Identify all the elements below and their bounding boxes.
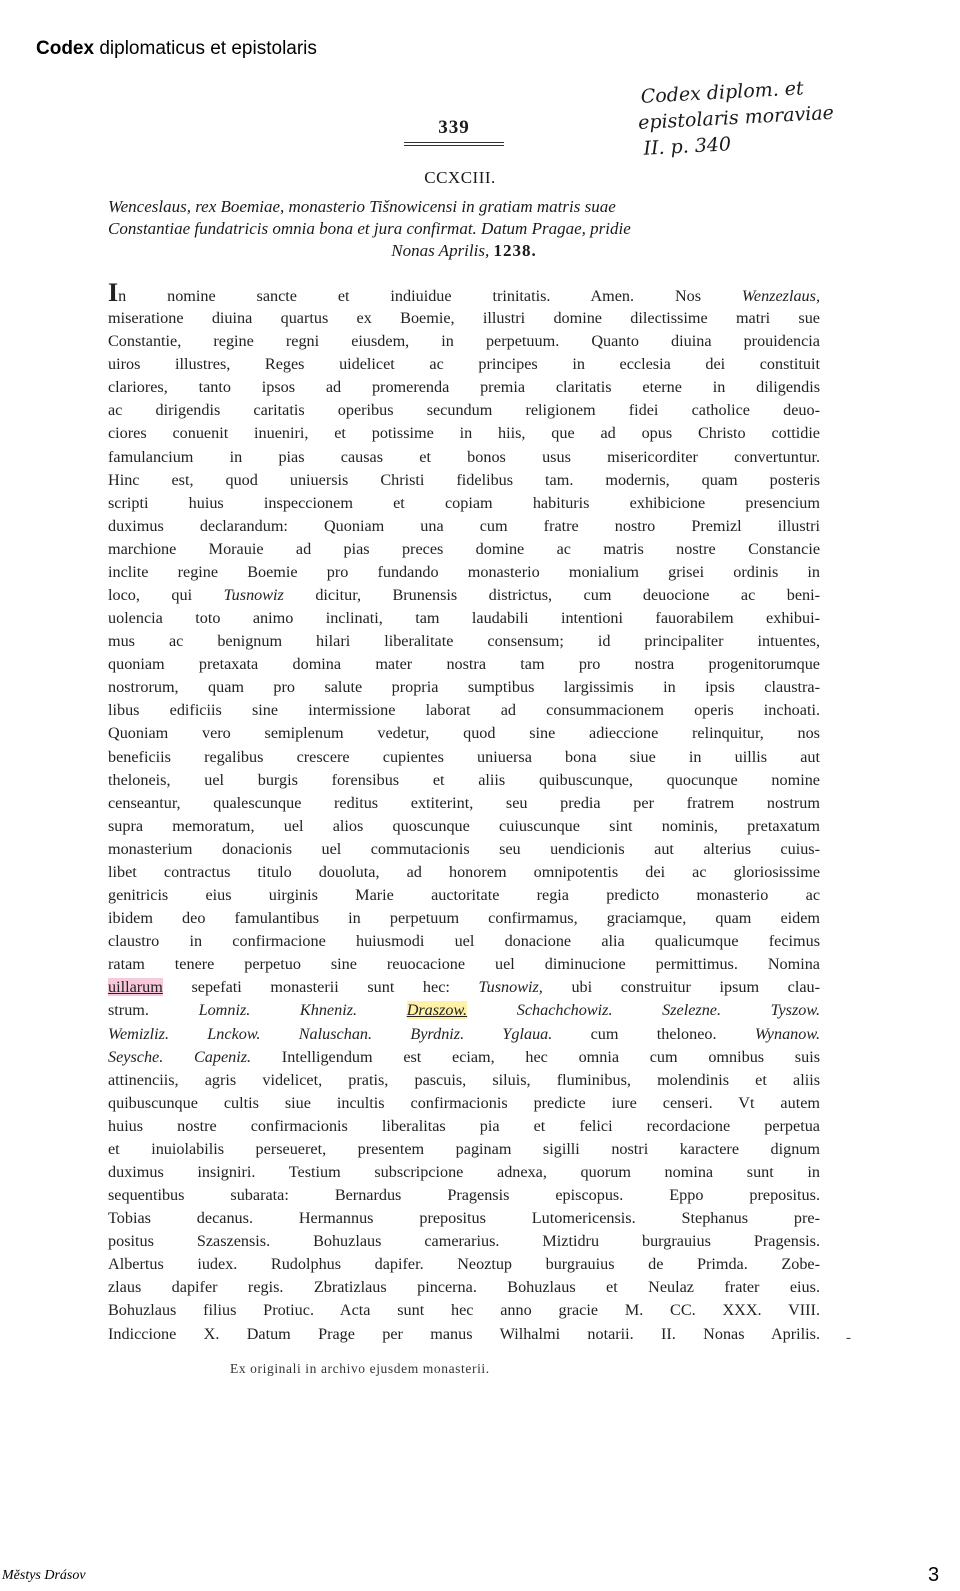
body-line: mus ac benignum hilari liberalitate consensum; id principaliter intuentes, <box>108 632 820 651</box>
drop-initial: I <box>108 278 119 307</box>
body-line: uolencia toto animo inclinati, tam laudabili intentioni fauorabilem exhibui- <box>108 609 820 628</box>
body-line: libet contractus titulo douoluta, ad honorem omnipotentis dei ac gloriosissime <box>108 862 820 881</box>
body-line <box>108 1046 820 1069</box>
body-line: uiros illustres, Reges uidelicet ac principes in ecclesia dei constituit <box>108 355 820 374</box>
body-line: sequentibus subarata: Bernardus Pragensis episcopus. Eppo prepositus. <box>108 1186 820 1205</box>
body-line: Quoniam vero semiplenum vedetur, quod sine adieccione relinquitur, nos <box>108 724 820 743</box>
body-line <box>108 278 820 307</box>
body-line: attinenciis, agris videlicet, pratis, pascuis, siluis, fluminibus, molendinis et aliis <box>108 1070 820 1089</box>
body-line: duximus insigniri. Testium subscripcione adnexa, quorum nomina sunt in <box>108 1162 820 1181</box>
highlighted-place-draszow: Draszow. <box>406 1001 468 1020</box>
footer-location: Městys Drásov <box>2 1568 86 1583</box>
heading-line: Wenceslaus, rex Boemiae, monasterio Tišnowicensi in gratiam matris suae <box>108 197 616 216</box>
body-line: Constantie, regine regni eiusdem, in perpetuum. Quanto diuina prouidencia <box>108 332 820 351</box>
page-number-rule <box>404 142 504 146</box>
body-line: Bohuzlaus filius Protiuc. Acta sunt hec anno gracie M. CC. XXX. VIII. <box>108 1301 820 1320</box>
body-line <box>108 976 820 999</box>
body-line: clariores, tanto ipsos ad promerenda premia claritatis eterne in diligendis <box>108 378 820 397</box>
header-title-bold: Codex <box>36 38 95 59</box>
document-heading <box>108 196 820 262</box>
body-line <box>108 1023 820 1046</box>
heading-date-text: Nonas Aprilis, <box>391 241 490 260</box>
charter-body <box>108 278 821 1346</box>
body-line: ac dirigendis caritatis operibus secundum religionem fidei catholice deuo- <box>108 401 820 420</box>
highlighted-word-uillarum: uillarum <box>108 978 163 997</box>
body-text-span: dicitur, Brunensis districtus, cum deuocione ac beni- <box>283 586 820 605</box>
body-text-span: sepefati monasterii sunt hec: <box>162 978 479 997</box>
body-line: quoniam pretaxata domina mater nostra tam pro nostra progenitorumque <box>108 655 820 674</box>
body-line: marchione Morauie ad pias preces domine ac matris nostre Constancie <box>108 539 820 558</box>
body-line: censeantur, qualescunque reditus extiterint, seu predia per fratrem nostrum <box>108 793 820 812</box>
body-italic-span: Wenzezlaus, <box>741 287 820 305</box>
body-line: ibidem deo famulantibus in perpetuum confirmamus, graciamque, quam eidem <box>108 909 820 928</box>
heading-line <box>108 240 820 262</box>
body-line: huius nostre confirmacionis liberalitas pia et felici recordacione perpetua <box>108 1116 820 1135</box>
body-line: miseratione diuina quartus ex Boemie, illustri domine dilectissime matri sue <box>108 309 820 328</box>
body-text-span: n nomine sancte et indiuidue trinitatis. Amen. Nos <box>118 287 742 305</box>
document-number: CCXCIII. <box>424 168 496 187</box>
body-text-span: ubi construitur ipsum clau- <box>542 978 821 997</box>
handwritten-note <box>636 72 870 162</box>
body-line: beneficiis regalibus crescere cupientes uniuersa bona siue in uillis aut <box>108 747 820 766</box>
body-line: Albertus iudex. Rudolphus dapifer. Neoztup burgrauius de Primda. Zobe- <box>108 1255 820 1274</box>
body-line: ciores conuenit inueniri, et potissime in hiis, que ad opus Christo cottidie <box>108 424 820 443</box>
place-names: Wemizliz. Lnckow. Naluschan. Byrdniz. Yglaua. <box>108 1024 553 1043</box>
body-line <box>108 584 820 607</box>
place-names: Lomniz. Khneniz. <box>198 1001 407 1020</box>
handwritten-note-line2: epistolaris moraviae <box>637 101 835 135</box>
body-line: zlaus dapifer regis. Zbratizlaus pincerna. Bohuzlaus et Neulaz frater eius. <box>108 1278 820 1297</box>
body-line: famulancium in pias causas et bonos usus misericorditer convertuntur. <box>108 447 820 466</box>
body-line: claustro in confirmacione huiusmodi uel donacione alia qualicumque fecimus <box>108 932 820 951</box>
place-name-tusnowiz: Tusnowiz, <box>478 978 543 997</box>
body-line: inclite regine Boemie pro fundando monasterio monialium grisei ordinis in <box>108 562 820 581</box>
body-line: genitricis eius uirginis Marie auctoritate regia predicto monasterio ac <box>108 886 820 905</box>
handwritten-note-line1: Codex diplom. et <box>640 77 805 108</box>
place-names: Schachchowiz. Szelezne. Tyszow. <box>467 1001 820 1020</box>
body-line: Tobias decanus. Hermannus prepositus Lutomericensis. Stephanus pre- <box>108 1209 820 1228</box>
body-text-span: Intelligendum est eciam, hec omnia cum omnibus suis <box>251 1047 820 1066</box>
trailing-dash: - <box>846 1330 851 1346</box>
body-line: libus edificiis sine intermissione laborat ad consummacionem operis inchoati. <box>108 701 820 720</box>
heading-date-year: 1238. <box>493 241 537 260</box>
body-line: quibuscunque cultis siue incultis confirmacionis predicte iure censeri. Vt autem <box>108 1093 820 1112</box>
body-line: Indiccione X. Datum Prage per manus Wilhalmi notarii. II. Nonas Aprilis. <box>108 1324 820 1343</box>
footer-page-number: 3 <box>928 1564 940 1586</box>
body-line: monasterium donacionis uel commutacionis seu uendicionis aut alterius cuius- <box>108 839 820 858</box>
body-text-span: loco, qui <box>108 586 224 605</box>
body-line: duximus declarandum: Quoniam una cum fratre nostro Premizl illustri <box>108 516 820 535</box>
body-line: et inuiolabilis perseueret, presentem paginam sigilli nostri karactere dignum <box>108 1139 820 1158</box>
body-line: Hinc est, quod uniuersis Christi fidelibus tam. modernis, quam posteris <box>108 470 820 489</box>
handwritten-note-line3: II. p. 340 <box>642 133 732 160</box>
body-text-span: cum theloneo. <box>552 1024 755 1043</box>
place-names: Wynanow. <box>754 1024 821 1043</box>
header-title-rest: diplomaticus et epistolaris <box>94 38 317 59</box>
source-note: Ex originali in archivo ejusdem monasterii. <box>230 1361 490 1376</box>
body-line <box>108 999 820 1022</box>
body-line: positus Szaszensis. Bohuzlaus camerarius. Miztidru burgrauius Pragensis. <box>108 1232 820 1251</box>
place-name-tusnowiz: Tusnowiz <box>223 586 284 605</box>
body-line: scripti huius inspeccionem et copiam habituris exhibicione presencium <box>108 493 820 512</box>
place-names: Seysche. Capeniz. <box>108 1047 252 1066</box>
body-line: supra memoratum, uel alios quoscunque cuiuscunque sint nominis, pretaxatum <box>108 816 820 835</box>
body-line: theloneis, uel burgis forensibus et aliis quibuscunque, quocunque nomine <box>108 770 820 789</box>
body-line: ratam tenere perpetuo sine reuocacione uel diminucione permittimus. Nomina <box>108 955 820 974</box>
heading-line: Constantiae fundatricis omnia bona et jura confirmat. Datum Pragae, pridie <box>108 219 631 238</box>
body-line: nostrorum, quam pro salute propria sumptibus largissimis in ipsis claustra- <box>108 678 820 697</box>
page-header <box>36 38 317 60</box>
page-number: 339 <box>438 117 470 138</box>
body-text-span: strum. <box>108 1001 199 1020</box>
